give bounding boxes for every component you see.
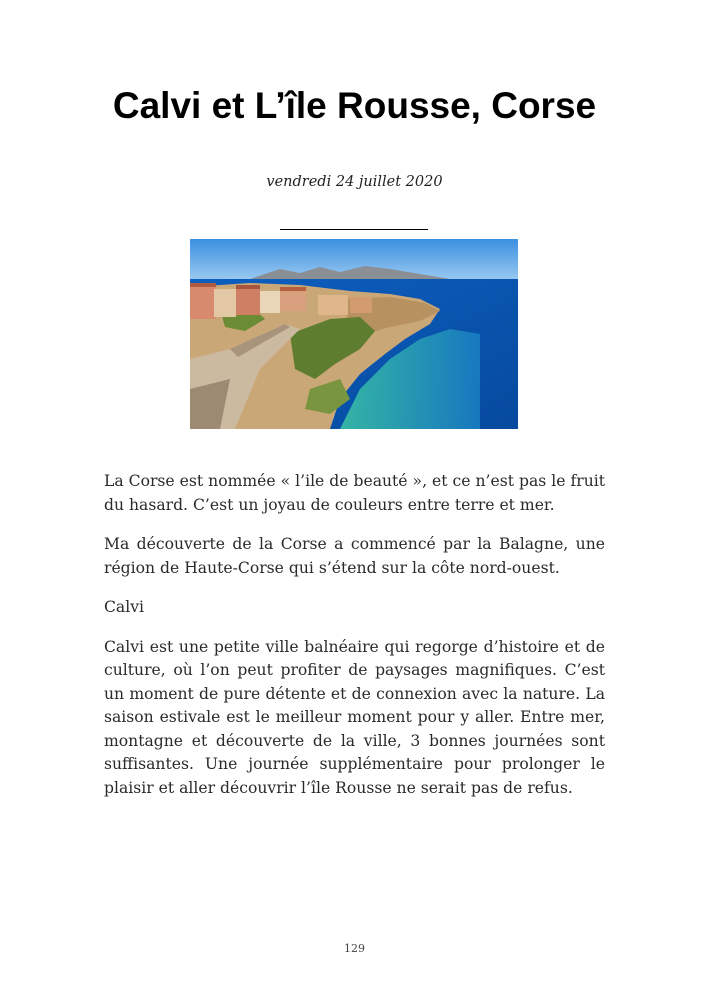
section-heading-calvi: Calvi [104,598,145,616]
coastline-photo [190,239,518,429]
paragraph-intro: La Corse est nommée « l’ile de beauté », et ce n’est pas le fruit du hasard. C’est un joyau de couleurs entre terre et mer. [104,472,605,514]
title-separator [280,229,428,230]
page-number: 129 [344,942,365,955]
paragraph-balagne: Ma découverte de la Corse a commencé par la Balagne, une région de Haute-Corse qui s’étend sur la côte nord-ouest. [104,535,605,577]
article-body [104,470,605,816]
paragraph-calvi: Calvi est une petite ville balnéaire qui regorge d’histoire et de culture, où l’on peut profiter de paysages magnifiques. C’est un moment de pure détente et de connexion avec la nature. La saison estivale est le meilleur moment pour y aller. Entre mer, montagne et découverte de la ville, 3 bonnes journées sont suffisantes. Une journée supplémentaire pour prolonger le plaisir et aller découvrir l’île Rousse ne serait pas de refus. [104,637,605,797]
publication-date: vendredi 24 juillet 2020 [266,174,443,190]
page-title: Calvi et L’île Rousse, Corse [112,85,597,126]
